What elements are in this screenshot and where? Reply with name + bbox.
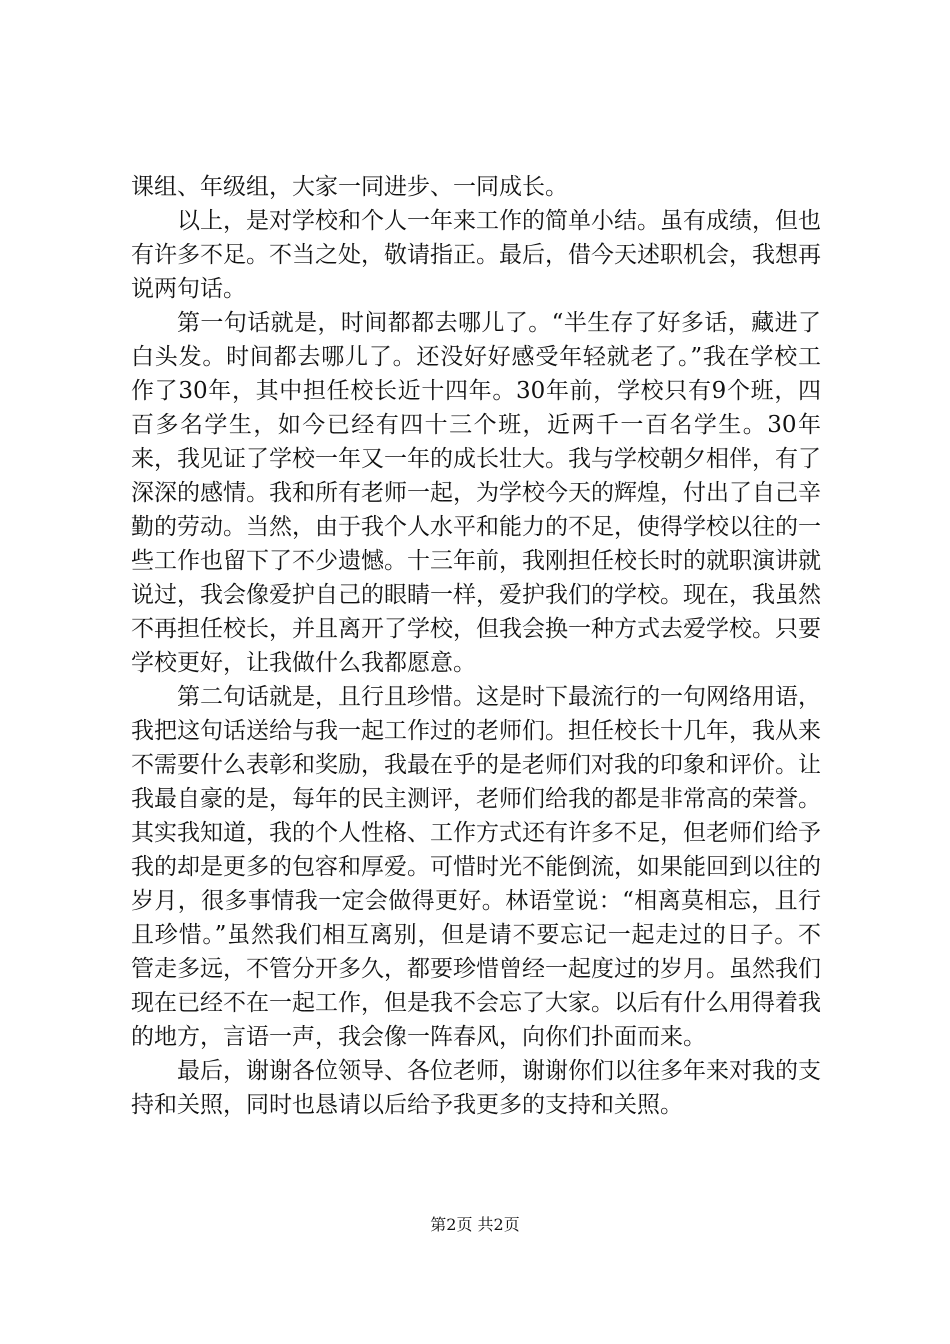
paragraph-2: 以上，是对学校和个人一年来工作的简单小结。虽有成绩，但也有许多不足。不当之处，敬请指正。最后，借今天述职机会，我想再说两句话。	[131, 208, 821, 302]
paragraph-1: 课组、年级组，大家一同进步、一同成长。	[131, 174, 568, 200]
paragraph-3: 第一句话就是，时间都都去哪儿了。“半生存了好多话，藏进了白头发。时间都去哪儿了。还没好好感受年轻就老了。”我在学校工作了30年，其中担任校长近十四年。30年前，学校只有9个班，四百多名学生，如今已经有四十三个班，近两千一百名学生。30年来，我见证了学校一年又一年的成长壮大。我与学校朝夕相伴，有了深深的感情。我和所有老师一起，为学校今天的辉煌，付出了自己辛勤的劳动。当然，由于我个人水平和能力的不足，使得学校以往的一些工作也留下了不少遗憾。十三年前，我刚担任校长时的就职演讲就说过，我会像爱护自己的眼睛一样，爱护我们的学校。现在，我虽然不再担任校长，并且离开了学校，但我会换一种方式去爱学校。只要学校更好，让我做什么我都愿意。	[131, 310, 821, 676]
paragraph-5: 最后，谢谢各位领导、各位老师，谢谢你们以往多年来对我的支持和关照，同时也恳请以后给予我更多的支持和关照。	[131, 1058, 821, 1118]
document-body	[131, 170, 821, 1122]
paragraph-4: 第二句话就是，且行且珍惜。这是时下最流行的一句网络用语，我把这句话送给与我一起工作过的老师们。担任校长十几年，我从来不需要什么表彰和奖励，我最在乎的是老师们对我的印象和评价。让我最自豪的是，每年的民主测评，老师们给我的都是非常高的荣誉。其实我知道，我的个人性格、工作方式还有许多不足，但老师们给予我的却是更多的包容和厚爱。可惜时光不能倒流，如果能回到以往的岁月，很多事情我一定会做得更好。林语堂说：“相离莫相忘，且行且珍惜。”虽然我们相互离别，但是请不要忘记一起走过的日子。不管走多远，不管分开多久，都要珍惜曾经一起度过的岁月。虽然我们现在已经不在一起工作，但是我不会忘了大家。以后有什么用得着我的地方，言语一声，我会像一阵春风，向你们扑面而来。	[131, 684, 821, 1050]
page-footer: 第2页 共2页	[430, 1215, 520, 1234]
